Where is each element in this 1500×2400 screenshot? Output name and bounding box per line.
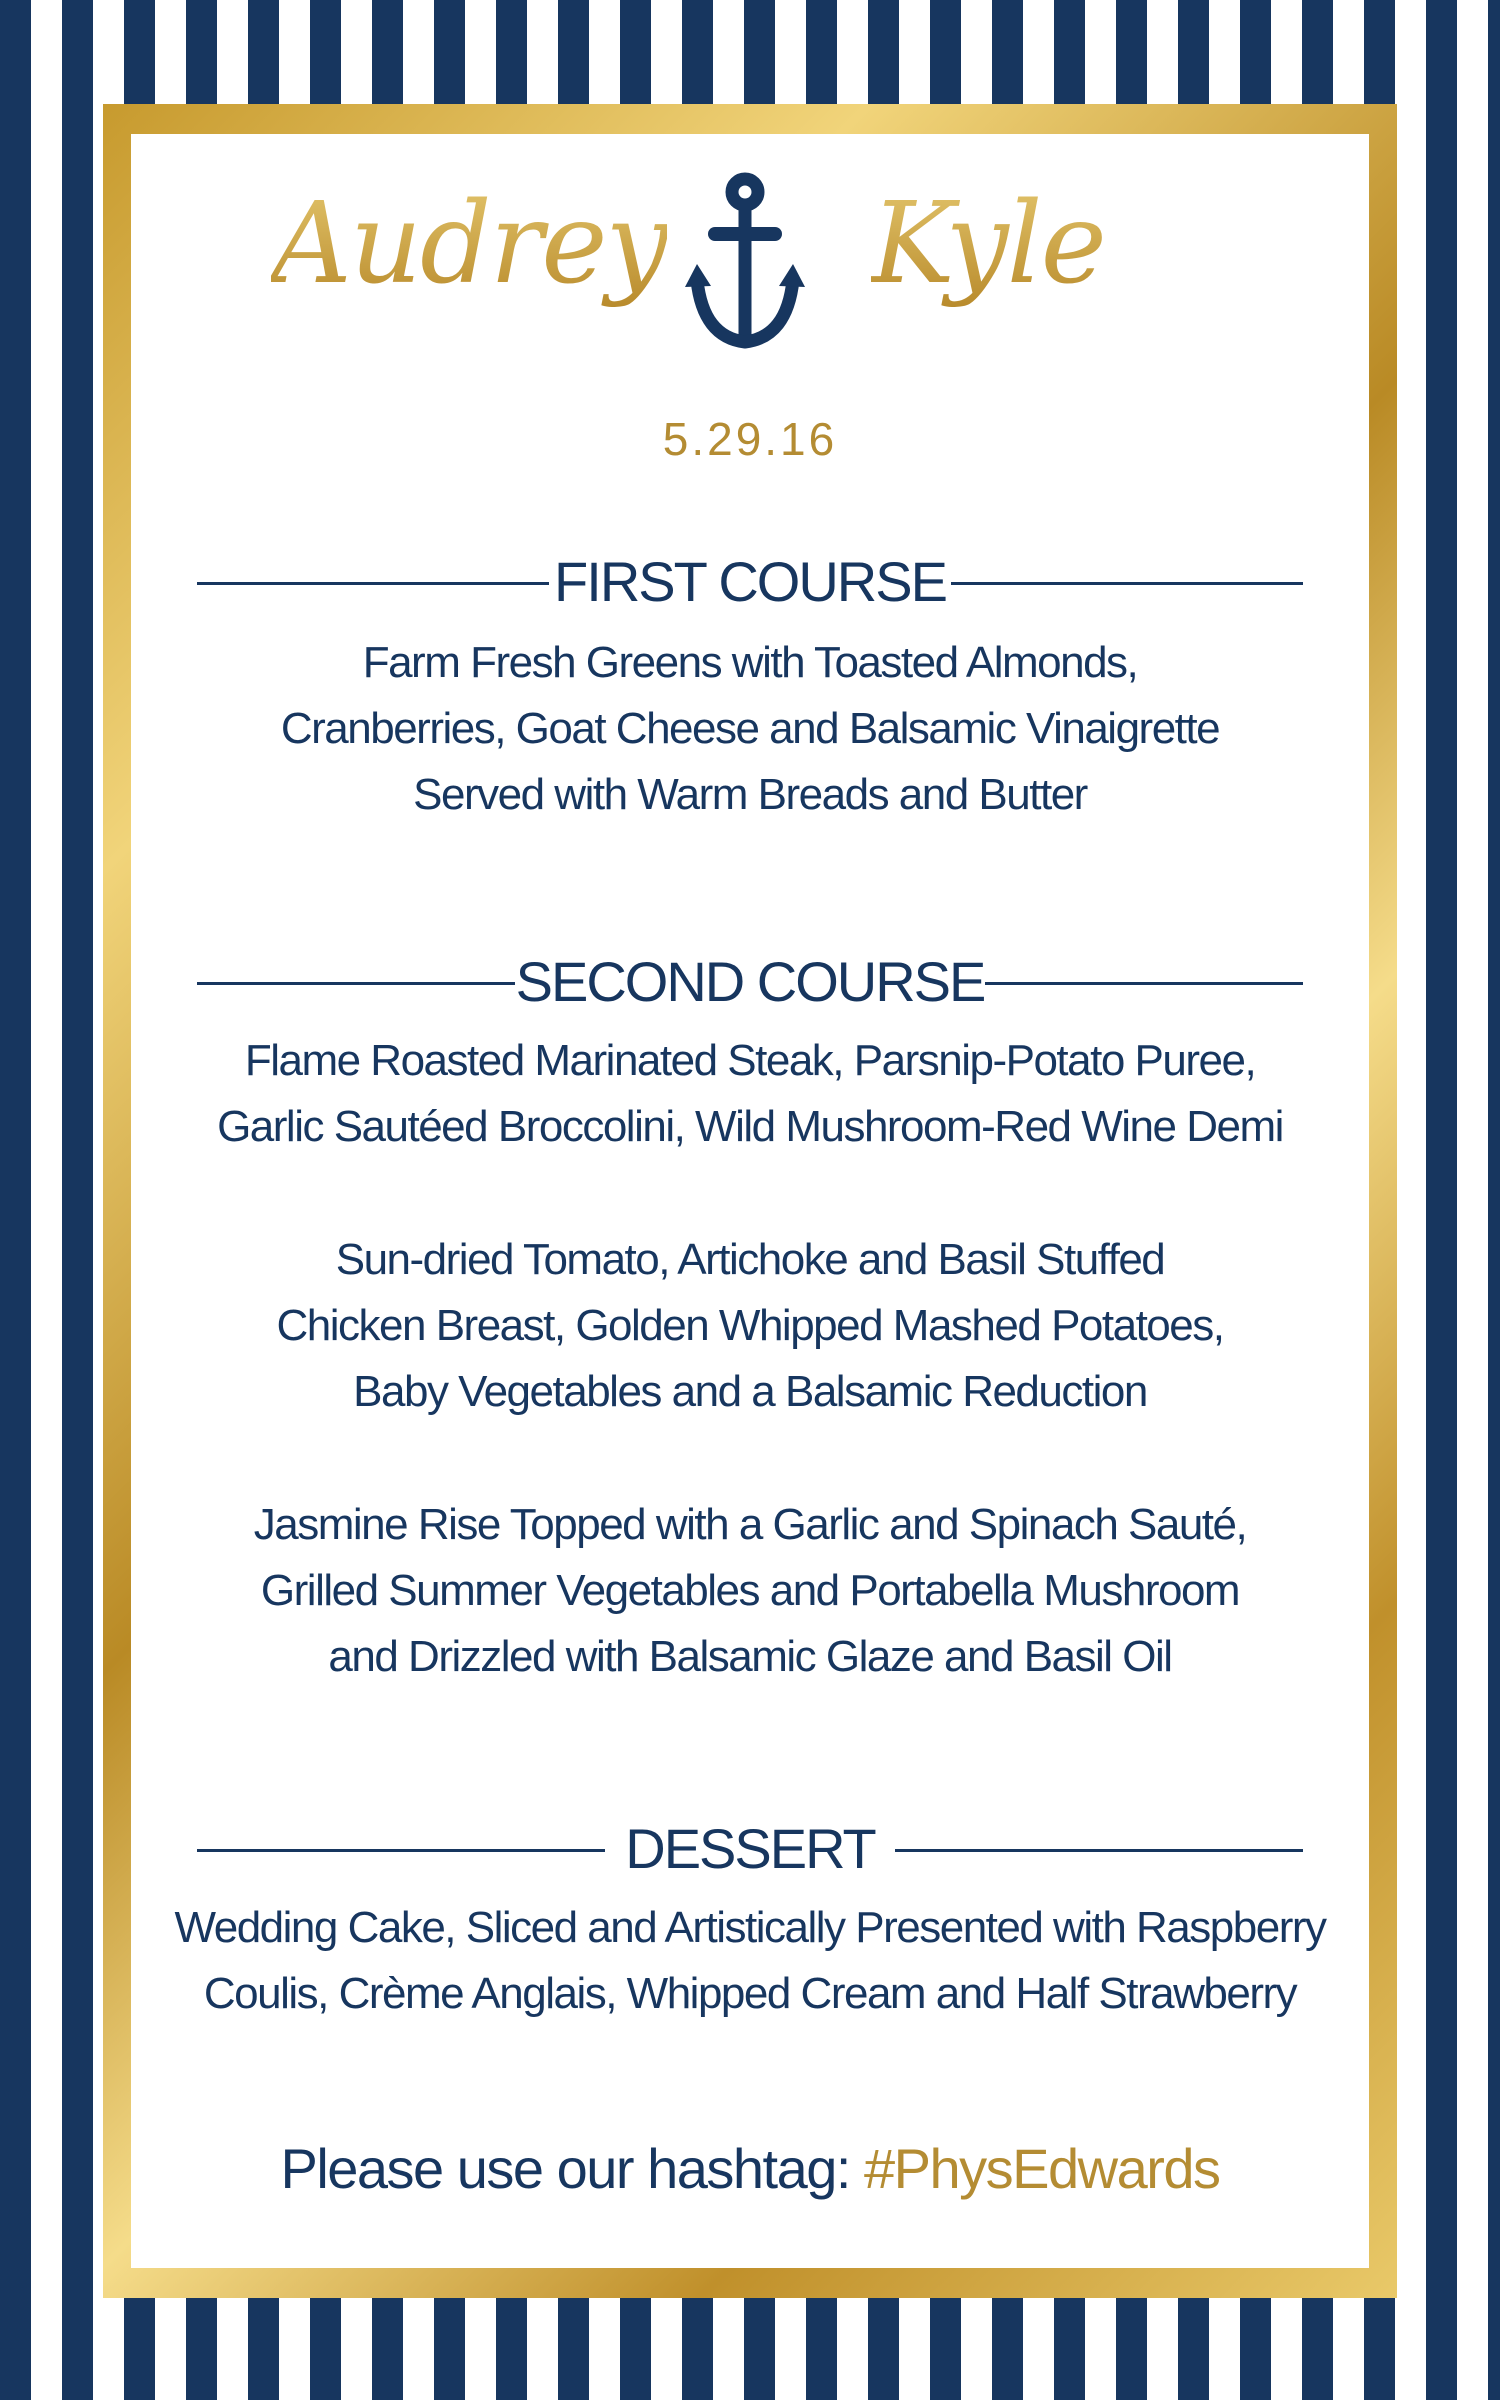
menu-item-line: Cranberries, Goat Cheese and Balsamic Vinaigrette	[280, 704, 1220, 753]
menu-item-line: Wedding Cake, Sliced and Artistically Presented with Raspberry	[174, 1903, 1326, 1952]
menu-item-line: Chicken Breast, Golden Whipped Mashed Potatoes,	[276, 1301, 1224, 1350]
menu-item-line: Jasmine Rise Topped with a Garlic and Spinach Sauté,	[253, 1500, 1247, 1549]
menu-item-line: Grilled Summer Vegetables and Portabella Mushroom	[260, 1566, 1240, 1615]
event-date: 5.29.16	[662, 413, 838, 465]
section-heading	[131, 944, 1369, 1024]
section-heading	[131, 1811, 1369, 1891]
hashtag-line	[131, 2136, 1369, 2201]
menu-item-line: Baby Vegetables and a Balsamic Reduction	[353, 1367, 1147, 1416]
section-first-course	[131, 544, 1369, 828]
hashtag-prefix: Please use our hashtag:	[280, 2137, 864, 2200]
hashtag-text: #PhysEdwards	[864, 2137, 1220, 2200]
anchor-icon	[683, 172, 807, 352]
menu-item-line: Sun-dried Tomato, Artichoke and Basil Stuffed	[335, 1235, 1165, 1284]
section-second-course	[131, 944, 1369, 1690]
menu-item-line: Flame Roasted Marinated Steak, Parsnip-Potato Puree,	[244, 1036, 1256, 1085]
section-title: FIRST COURSE	[554, 550, 946, 613]
section-dessert	[131, 1811, 1369, 2027]
section-title: DESSERT	[625, 1817, 875, 1880]
section-heading	[131, 544, 1369, 624]
section-title: SECOND COURSE	[515, 950, 985, 1013]
menu-item	[131, 630, 1369, 828]
menu-item	[131, 1028, 1369, 1160]
menu-item	[131, 1895, 1369, 2027]
menu-item-line: Garlic Sautéed Broccolini, Wild Mushroom-Red Wine Demi	[217, 1102, 1283, 1151]
name-right: Kyle	[871, 179, 1105, 309]
menu-item-line: and Drizzled with Balsamic Glaze and Basil Oil	[328, 1632, 1172, 1681]
menu-item	[131, 1227, 1369, 1425]
menu-header	[131, 134, 1369, 494]
menu-item-line: Served with Warm Breads and Butter	[413, 770, 1087, 819]
menu-item-line: Coulis, Crème Anglais, Whipped Cream and Half Strawberry	[203, 1969, 1297, 2018]
menu-item	[131, 1492, 1369, 1690]
name-left: Audrey	[271, 179, 667, 309]
menu-card	[131, 134, 1369, 2268]
menu-item-line: Farm Fresh Greens with Toasted Almonds,	[362, 638, 1138, 687]
